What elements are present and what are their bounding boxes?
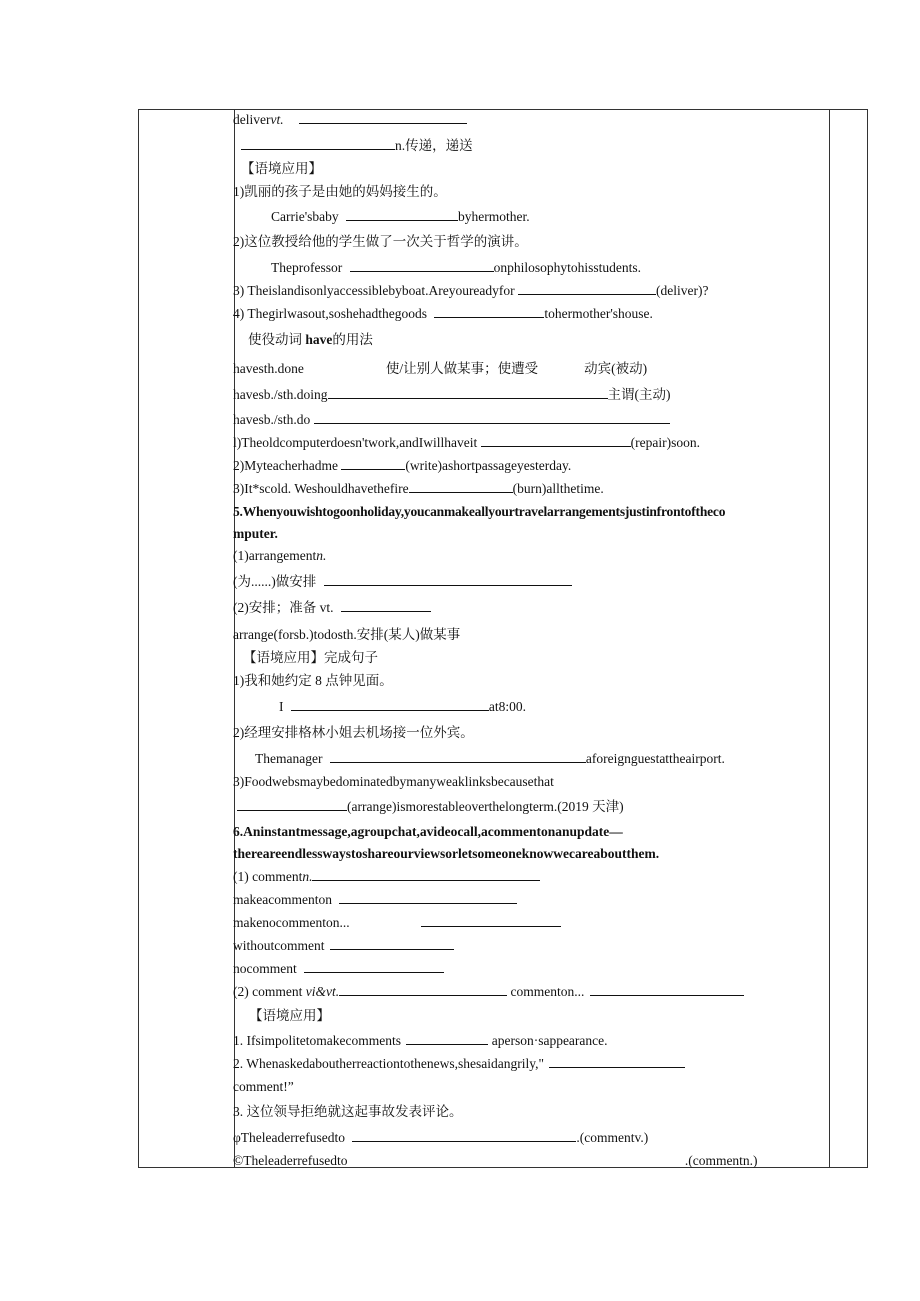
answer-blank[interactable] [339,983,507,996]
answer-blank[interactable] [328,386,608,399]
word: deliver [233,112,271,127]
answer-blank[interactable] [314,411,670,424]
text: (deliver)? [656,283,709,298]
answer-blank[interactable] [406,1032,488,1045]
exercise-sentence [233,1152,758,1170]
main-content-cell [233,109,829,1168]
pos: vi&vt. [305,984,340,999]
exercise-sentence [271,259,641,277]
answer-blank[interactable] [549,1055,685,1068]
text: (burn)allthetime. [512,481,604,496]
vocab-phrase [233,937,454,955]
note: 动宾(被动) [584,361,648,376]
exercise-sentence [233,1129,648,1147]
section-6-title: 6.Aninstantmessage,agroupchat,avideocall,acommentonanupdate— [233,824,623,839]
meaning: 使/让别人做某事；使遭受 [385,361,539,376]
text: 的用法 [332,332,373,347]
answer-blank[interactable] [590,983,744,996]
text: .(commentn.) [684,1153,758,1168]
exercise-sentence [271,208,530,226]
vocab-arrangement [233,547,326,565]
text: aperson·sappearance. [491,1033,608,1048]
pos: n. [316,548,327,563]
exercise-prompt: 1)凯丽的孩子是由她的妈妈接生的。 [233,184,447,199]
answer-blank[interactable] [518,282,656,295]
text: 4) Thegirlwasout,soshehadthegoods [233,306,427,321]
exercise-prompt: 2)这位教授给他的学生做了一次关于哲学的演讲。 [233,234,528,249]
answer-blank[interactable] [324,573,572,586]
vocab-comment-verb [233,983,744,1001]
vocab-arrange-verb [233,599,431,617]
pos: n. [302,869,313,884]
exercise-sentence [233,434,700,452]
vocab-phrase [233,960,444,978]
text: ©Theleaderrefusedto [233,1153,348,1168]
phrase: nocomment [233,961,297,976]
meaning: (为......)做安排 [233,574,317,589]
phrase: withoutcomment [233,938,325,953]
text: .(commentv.) [576,1130,649,1145]
text: φTheleaderrefusedto [233,1130,345,1145]
answer-blank[interactable] [312,868,540,881]
answer-blank[interactable] [291,698,489,711]
text: tohermother'shouse. [544,306,653,321]
text: I [279,699,284,714]
pattern: havesb./sth.doing [233,387,328,402]
answer-blank[interactable] [341,457,405,470]
vocab-comment-noun [233,868,540,886]
answer-blank[interactable] [304,960,444,973]
exercise-prompt: 3. 这位领导拒绝就这起事故发表评论。 [233,1104,463,1119]
answer-blank[interactable] [241,137,395,150]
keyword: have [305,332,333,347]
vocab-deliver [233,111,467,129]
text: Theprofessor [271,260,343,275]
text: onphilosophytohisstudents. [493,260,641,275]
pattern: havesth.done [233,361,304,376]
word: (1) comment [233,869,303,884]
phrase: commenton... [510,984,585,999]
text: 3)It*scold. Weshouldhavethefire [233,481,409,496]
section-6-title-cont: thereareendlesswaystoshareourviewsorletsomeoneknowwecareaboutthem. [233,846,660,861]
vocab-phrase [233,914,561,932]
exercise-sentence [233,457,571,475]
section-heading: 【语境应用】完成句子 [243,650,378,665]
meaning: (2)安排；准备 vt. [233,600,334,615]
exercise-prompt: 1)我和她约定 8 点钟见面。 [233,673,393,688]
text: Themanager [255,751,323,766]
table-column-divider-right [829,110,830,1167]
exercise-sentence [233,480,604,498]
exercise-sentence [255,750,725,768]
text: 3) Theislandisonlyaccessiblebyboat.Areyoureadyfor [233,283,515,298]
answer-blank[interactable] [481,434,631,447]
exercise-sentence [279,698,526,716]
text: Carrie'sbaby [271,209,339,224]
text: aforeignguestattheairport. [585,751,725,766]
pos: vt. [270,112,284,127]
vocab-phrase [233,573,572,591]
section-heading: 【语境应用】 [241,161,322,176]
answer-blank[interactable] [299,111,467,124]
phrase: makeacommenton [233,892,332,907]
exercise-sentence-cont [233,798,624,816]
answer-blank[interactable] [352,1129,576,1142]
answer-blank[interactable] [237,798,347,811]
answer-blank[interactable] [434,305,544,318]
text: (repair)soon. [630,435,700,450]
exercise-sentence [233,282,709,300]
text: at8:00. [488,699,526,714]
answer-blank[interactable] [409,480,513,493]
note: 主谓(主动) [607,387,671,402]
answer-blank[interactable] [421,914,561,927]
text: 1. Ifsimpolitetomakecomments [233,1033,401,1048]
section-5-title: 5.Whenyouwishtogoonholiday,youcanmakeallyourtravelarrangementsjustinfrontoftheco [233,504,726,519]
answer-blank[interactable] [339,891,517,904]
answer-blank[interactable] [330,937,454,950]
exercise-sentence: 3)Foodwebsmaybedominatedbymanyweaklinksbecausethat [233,774,554,789]
grammar-rule [233,386,671,404]
phrase: makenocommenton... [233,915,350,930]
answer-blank[interactable] [346,208,458,221]
vocab-deliver-noun [233,137,473,155]
exercise-sentence [233,1055,685,1073]
exercise-sentence [233,305,653,323]
text: byhermother. [458,209,530,224]
word: (1)arrangement [233,548,317,563]
section-heading: 【语境应用】 [249,1008,330,1023]
pattern: havesb./sth.do [233,412,311,427]
meaning: n.传递，递送 [395,138,473,153]
text: (write)ashortpassageyesterday. [405,458,572,473]
grammar-rule [233,360,647,378]
exercise-sentence [233,1032,608,1050]
text: 2. Whenaskedaboutherreactiontothenews,shesaidangrily," [233,1056,545,1071]
text: 使役动词 [248,332,302,347]
answer-blank[interactable] [330,750,586,763]
text: (arrange)ismorestableoverthelongterm.(2019 天津) [347,799,624,814]
vocab-phrase [233,891,517,909]
answer-blank[interactable] [341,599,431,612]
grammar-rule [233,411,670,429]
exercise-sentence-cont: comment!” [233,1079,294,1094]
word: (2) comment [233,984,303,999]
exercise-prompt: 2)经理安排格林小姐去机场接一位外宾。 [233,725,474,740]
answer-blank[interactable] [350,259,494,272]
grammar-heading [248,331,373,349]
section-5-title-cont: mputer. [233,526,278,541]
vocab-phrase: arrange(forsb.)todosth.安排(某人)做某事 [233,627,461,642]
text: 2)Myteacherhadme [233,458,338,473]
text: l)Theoldcomputerdoesn'twork,andIwillhaveit [233,435,478,450]
